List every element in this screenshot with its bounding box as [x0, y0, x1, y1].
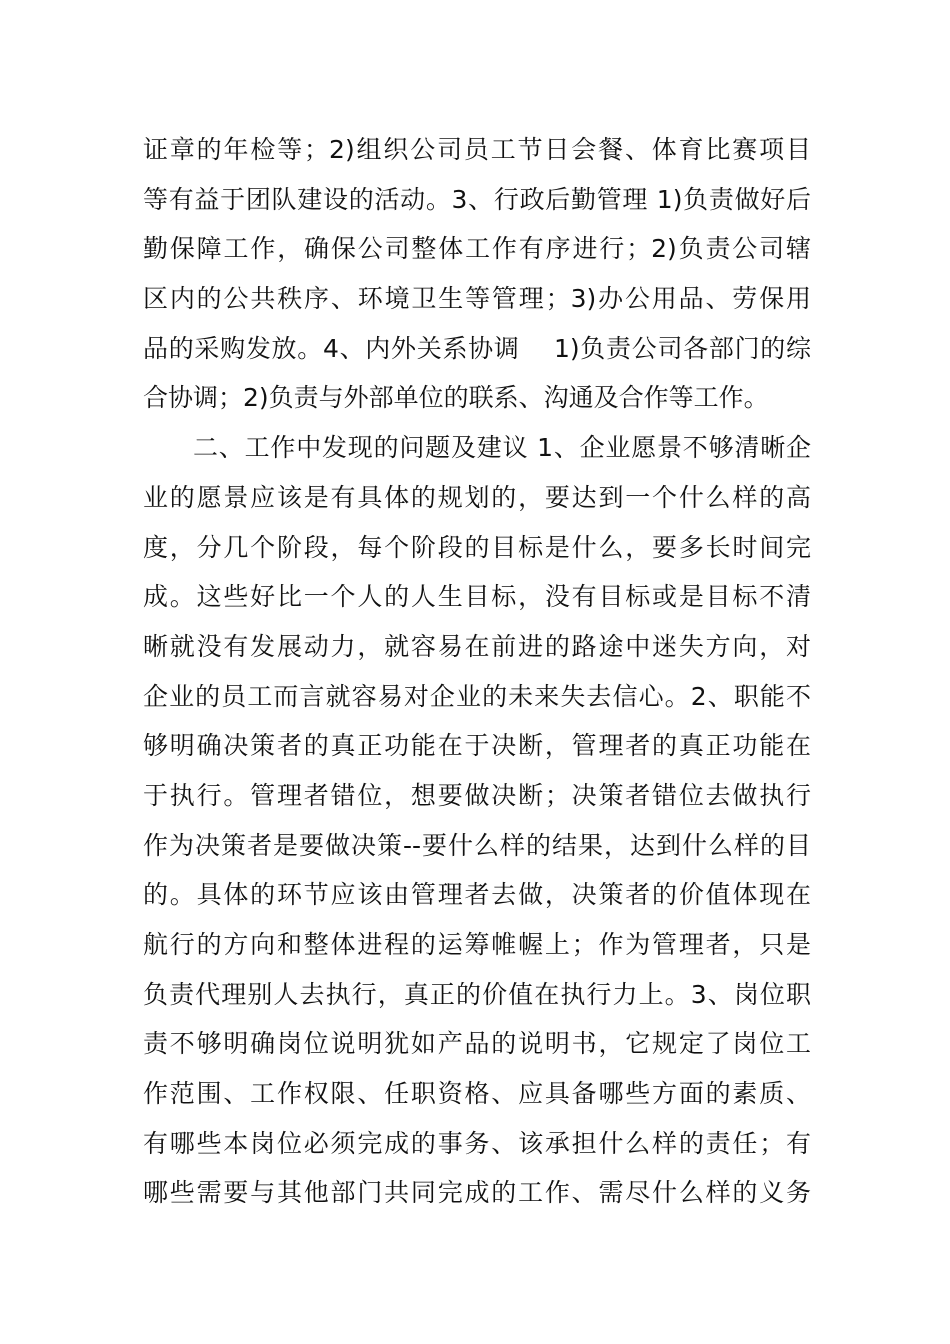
- text-line: 二、工作中发现的问题及建议 1、企业愿景不够清晰企: [193, 433, 811, 463]
- text-line: 业的愿景应该是有具体的规划的，要达到一个什么样的高: [143, 482, 811, 512]
- text-line: 证章的年检等；2)组织公司员工节日会餐、体育比赛项目: [143, 135, 811, 164]
- text-line: 的。具体的环节应该由管理者去做，决策者的价值体现在: [143, 880, 811, 910]
- text-line: 有哪些本岗位必须完成的事务、该承担什么样的责任；有: [143, 1128, 811, 1158]
- text-line: 区内的公共秩序、环境卫生等管理；3)办公用品、劳保用: [143, 284, 811, 314]
- text-line: 责不够明确岗位说明犹如产品的说明书，它规定了岗位工: [143, 1029, 811, 1059]
- text-line: 等有益于团队建设的活动。3、行政后勤管理 1)负责做好后: [143, 184, 811, 214]
- text-line: 哪些需要与其他部门共同完成的工作、需尽什么样的义务: [143, 1178, 811, 1208]
- paragraph-2: [143, 423, 811, 1218]
- text-line: 作范围、工作权限、任职资格、应具备哪些方面的素质、: [143, 1079, 811, 1109]
- text-line: 负责代理别人去执行，真正的价值在执行力上。3、岗位职: [143, 979, 811, 1009]
- text-line: 晰就没有发展动力，就容易在前进的路途中迷失方向，对: [143, 631, 811, 661]
- text-line: 于执行。管理者错位，想要做决断；决策者错位去做执行: [143, 780, 811, 810]
- text-line: 度，分几个阶段，每个阶段的目标是什么，要多长时间完: [143, 532, 811, 562]
- text-line: 够明确决策者的真正功能在于决断，管理者的真正功能在: [143, 731, 811, 761]
- text-line: 企业的员工而言就容易对企业的未来失去信心。2、职能不: [143, 681, 811, 711]
- paragraph-1: [143, 125, 811, 423]
- body-text: [143, 125, 811, 1218]
- text-line: 成。这些好比一个人的人生目标，没有目标或是目标不清: [143, 582, 811, 612]
- text-line: 合协调；2)负责与外部单位的联系、沟通及合作等工作。: [143, 383, 769, 413]
- text-line: 作为决策者是要做决策--要什么样的结果，达到什么样的目: [143, 830, 811, 860]
- text-line: 航行的方向和整体进程的运筹帷幄上；作为管理者，只是: [143, 930, 811, 959]
- text-line: 品的采购发放。4、内外关系协调 1)负责公司各部门的综: [143, 333, 811, 363]
- text-line: 勤保障工作，确保公司整体工作有序进行；2)负责公司辖: [143, 234, 811, 264]
